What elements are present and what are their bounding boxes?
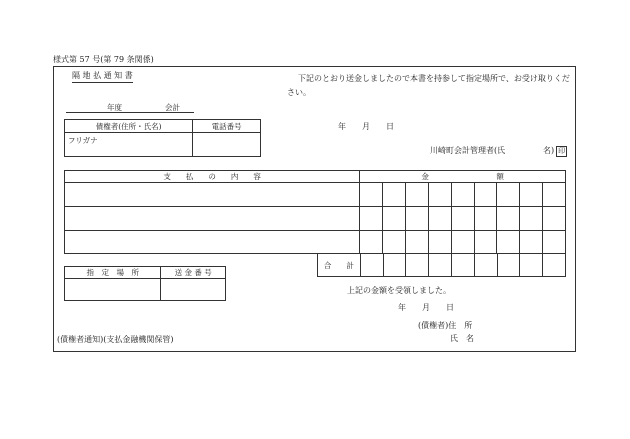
amount-digit[interactable] [383, 183, 406, 207]
amount-digit[interactable] [360, 183, 383, 207]
fiscal-year-underline [66, 112, 194, 113]
payment-row [65, 231, 566, 254]
amount-digit[interactable] [383, 231, 406, 254]
amount-digit[interactable] [428, 183, 451, 207]
amount-digit[interactable] [360, 207, 383, 231]
received-date: 年 月 日 [398, 303, 454, 312]
place-field[interactable] [65, 279, 161, 301]
manager-label: 川崎町会計管理者(氏 [430, 146, 506, 155]
manager-name-end: 名) 印 [543, 146, 566, 155]
total-digit[interactable] [497, 254, 520, 277]
payment-content-header: 支 払 の 内 容 [65, 171, 360, 183]
furigana-label: フリガナ [68, 136, 98, 145]
total-digit[interactable] [543, 254, 566, 277]
remittance-table [64, 266, 226, 301]
amount-digit[interactable] [383, 207, 406, 231]
payment-table [64, 170, 566, 254]
received-text: 上記の金額を受領しました。 [347, 286, 451, 295]
message-line-1: 下記のとおり送金しましたので本書を持参して指定場所で、お受け取りくだ [298, 74, 570, 83]
account-label: 会計 [165, 103, 180, 112]
amount-digit[interactable] [474, 231, 497, 254]
amount-digit[interactable] [451, 183, 474, 207]
total-digit[interactable] [383, 254, 406, 277]
issue-date: 年 月 日 [338, 122, 394, 131]
amount-digit[interactable] [497, 231, 520, 254]
remit-no-header: 送 金 番 号 [161, 267, 226, 279]
place-header: 指 定 場 所 [65, 267, 161, 279]
amount-digit[interactable] [474, 183, 497, 207]
amount-digit[interactable] [451, 231, 474, 254]
payment-content-cell[interactable] [65, 207, 360, 231]
document-title: 隔 地 払 通 知 書 [72, 71, 133, 83]
amount-digit[interactable] [428, 207, 451, 231]
phone-header: 電話番号 [193, 120, 261, 133]
amount-digit[interactable] [360, 231, 383, 254]
amount-digit[interactable] [405, 183, 428, 207]
amount-digit[interactable] [451, 207, 474, 231]
remit-no-field[interactable] [161, 279, 226, 301]
amount-digit[interactable] [543, 231, 566, 254]
total-digit[interactable] [406, 254, 429, 277]
creditor-table [64, 119, 261, 157]
amount-digit[interactable] [543, 207, 566, 231]
payment-content-cell[interactable] [65, 231, 360, 254]
fiscal-year-label: 年度 [107, 103, 122, 112]
amount-digit[interactable] [428, 231, 451, 254]
footer-note: (債権者通知)(支払金融機関保管) [57, 335, 174, 344]
amount-digit[interactable] [520, 231, 543, 254]
amount-digit[interactable] [543, 183, 566, 207]
payment-row [65, 207, 566, 231]
amount-digit[interactable] [520, 183, 543, 207]
total-digit[interactable] [520, 254, 543, 277]
amount-digit[interactable] [474, 207, 497, 231]
form-number: 様式第 57 号(第 79 条関係) [53, 55, 154, 64]
seal-icon: 印 [558, 147, 566, 155]
creditor-name-label: 氏 名 [450, 334, 474, 343]
total-digit[interactable] [360, 254, 383, 277]
total-digit[interactable] [474, 254, 497, 277]
amount-digit[interactable] [497, 207, 520, 231]
total-label: 合 計 [318, 254, 361, 277]
amount-digit[interactable] [520, 207, 543, 231]
message-line-2: さい。 [287, 88, 311, 97]
total-digit[interactable] [429, 254, 452, 277]
creditor-field[interactable] [65, 133, 193, 157]
payment-row [65, 183, 566, 207]
amount-digit[interactable] [405, 207, 428, 231]
payment-content-cell[interactable] [65, 183, 360, 207]
total-table [317, 253, 566, 277]
creditor-header: 債権者(住所・氏名) [65, 120, 193, 133]
phone-field[interactable] [193, 133, 261, 157]
amount-header: 金 額 [360, 171, 566, 183]
amount-digit[interactable] [405, 231, 428, 254]
amount-digit[interactable] [497, 183, 520, 207]
total-digit[interactable] [452, 254, 475, 277]
creditor-address-label: (債権者)住 所 [418, 321, 473, 330]
